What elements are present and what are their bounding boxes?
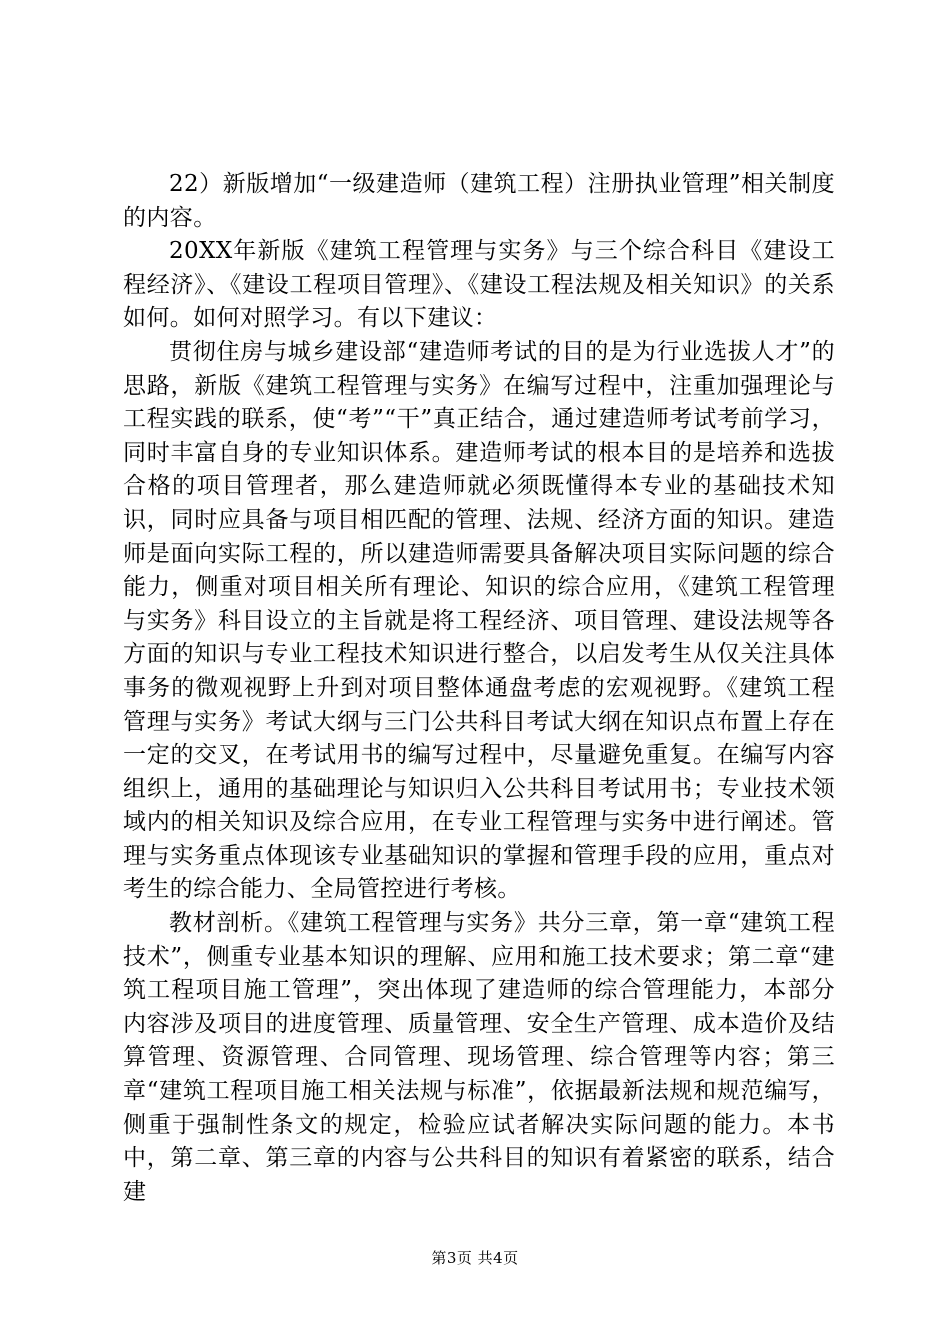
page-footer: [0, 1248, 950, 1268]
paragraph-2: 20XX年新版《建筑工程管理与实务》与三个综合科目《建设工程经济》、《建设工程项目管理》、《建设工程法规及相关知识》的关系如何。如何对照学习。有以下建议：: [123, 238, 835, 332]
document-body: [123, 168, 835, 1209]
paragraph-1: 22）新版增加“一级建造师（建筑工程）注册执业管理”相关制度的内容。: [123, 171, 835, 231]
paragraph-3: 贯彻住房与城乡建设部“建造师考试的目的是为行业选拔人才”的思路，新版《建筑工程管理与实务》在编写过程中，注重加强理论与工程实践的联系，使“考”“干”真正结合，通过建造师考试考前学习，同时丰富自身的专业知识体系。建造师考试的根本目的是培养和选拔合格的项目管理者，那么建造师就必须既懂得本专业的基础技术知识，同时应具备与项目相匹配的管理、法规、经济方面的知识。建造师是面向实际工程的，所以建造师需要具备解决项目实际问题的综合能力，侧重对项目相关所有理论、知识的综合应用，《建筑工程管理与实务》科目设立的主旨就是将工程经济、项目管理、建设法规等各方面的知识与专业工程技术知识进行整合，以启发考生从仅关注具体事务的微观视野上升到对项目整体通盘考虑的宏观视野。《建筑工程管理与实务》考试大纲与三门公共科目考试大纲在知识点布置上存在一定的交叉，在考试用书的编写过程中，尽量避免重复。在编写内容组织上，通用的基础理论与知识归入公共科目考试用书；专业技术领域内的相关知识及综合应用，在专业工程管理与实务中进行阐述。管理与实务重点体现该专业基础知识的掌握和管理手段的应用，重点对考生的综合能力、全局管控进行考核。: [123, 338, 835, 903]
paragraph-4: 教材剖析。《建筑工程管理与实务》共分三章，第一章“建筑工程技术”，侧重专业基本知识的理解、应用和施工技术要求；第二章“建筑工程项目施工管理”，突出体现了建造师的综合管理能力，本部分内容涉及项目的进度管理、质量管理、安全生产管理、成本造价及结算管理、资源管理、合同管理、现场管理、综合管理等内容；第三章“建筑工程项目施工相关法规与标准”，依据最新法规和规范编写，侧重于强制性条文的规定，检验应试者解决实际问题的能力。本书中，第二章、第三章的内容与公共科目的知识有着紧密的联系，结合建: [123, 910, 835, 1205]
page-number: 第3页 共4页: [431, 1249, 519, 1267]
